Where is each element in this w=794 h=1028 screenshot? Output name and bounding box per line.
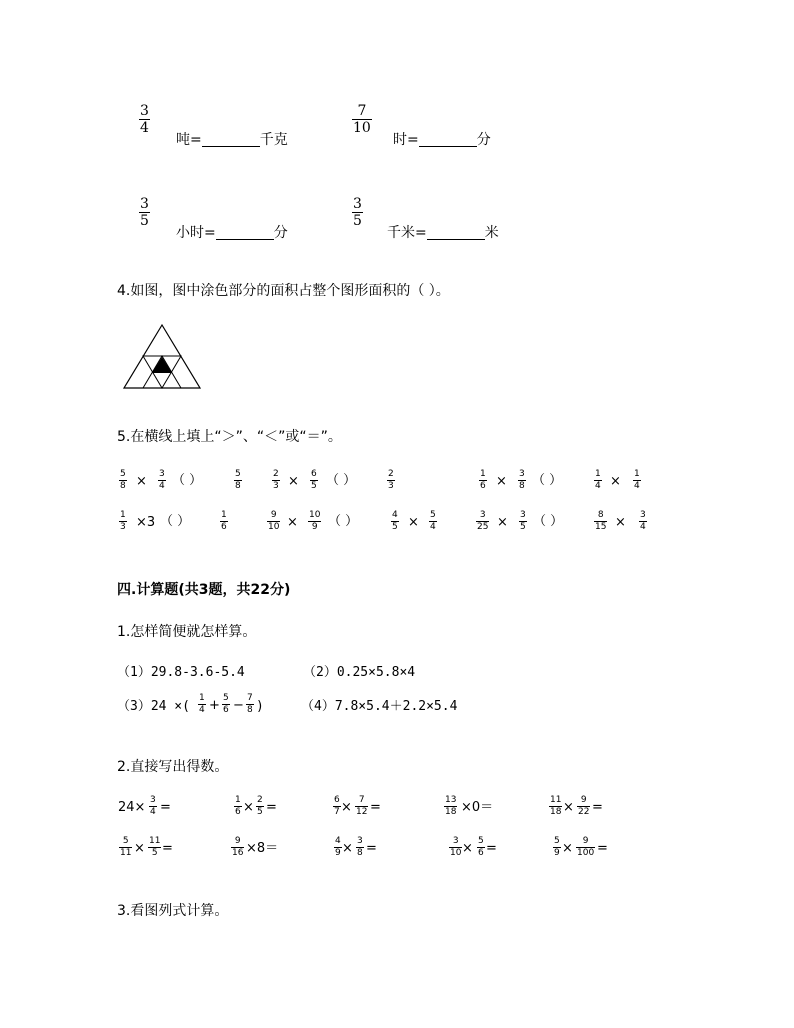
fraction <box>594 470 602 491</box>
minus-sign: − <box>233 698 244 713</box>
numerator: 3 <box>640 510 646 520</box>
times-sign: × <box>497 515 508 530</box>
denominator: 18 <box>550 807 562 817</box>
denominator: 4 <box>595 481 601 491</box>
times-sign: × <box>136 474 147 489</box>
fraction <box>444 796 457 817</box>
fraction <box>222 694 230 715</box>
numerator: 3 <box>353 196 362 212</box>
conversion-unit: 分 <box>476 132 491 148</box>
fraction <box>119 470 127 491</box>
numerator: 1 <box>235 795 241 805</box>
numerator: 1 <box>634 469 640 479</box>
numerator: 7 <box>358 795 365 805</box>
numerator: 3 <box>159 469 165 479</box>
denominator: 8 <box>120 481 126 491</box>
denominator: 9 <box>554 848 560 858</box>
numerator: 3 <box>452 836 459 846</box>
numerator: 1 <box>595 469 601 479</box>
fraction <box>139 197 150 228</box>
denominator: 4 <box>150 807 156 817</box>
denominator: 9 <box>335 848 341 858</box>
numerator: 1 <box>120 510 126 520</box>
fraction <box>594 511 607 532</box>
fraction <box>553 837 561 858</box>
numerator: 13 <box>445 795 457 805</box>
calc-1-text: 1.怎样简便就怎样算。 <box>117 624 257 640</box>
times-sign: × <box>496 474 507 489</box>
denominator: 100 <box>577 848 595 858</box>
conversion-label: 千米= <box>387 225 427 241</box>
fraction <box>149 796 157 817</box>
numerator: 3 <box>150 795 156 805</box>
numerator: 5 <box>120 469 126 479</box>
denominator: 4 <box>140 120 149 136</box>
equals-sign: = <box>162 841 173 856</box>
fraction <box>356 837 364 858</box>
denominator: 5 <box>353 213 362 229</box>
fraction <box>549 796 562 817</box>
numerator: 2 <box>257 795 263 805</box>
numerator: 1 <box>199 693 205 703</box>
numerator: 4 <box>392 510 398 520</box>
fraction <box>198 694 206 715</box>
numerator: 3 <box>140 103 149 119</box>
denominator: 5 <box>392 522 398 532</box>
fraction <box>477 837 485 858</box>
equals-sign: = <box>266 800 277 815</box>
denominator: 18 <box>445 807 457 817</box>
question-5-text: 5.在横线上填上“＞”、“＜”或“＝”。 <box>117 429 342 445</box>
fraction <box>234 470 242 491</box>
numerator: 6 <box>311 469 317 479</box>
close-paren: ) <box>256 699 264 714</box>
expr-suffix: ×0＝ <box>461 800 494 815</box>
numerator: 9 <box>582 836 589 846</box>
fraction <box>234 796 242 817</box>
equals-sign: = <box>366 841 377 856</box>
times-sign: × <box>408 515 419 530</box>
fraction <box>158 470 166 491</box>
denominator: 16 <box>232 848 244 858</box>
denominator: 6 <box>478 848 484 858</box>
conversion-unit: 米 <box>484 225 499 241</box>
denominator: 4 <box>640 522 646 532</box>
numerator: 11 <box>550 795 562 805</box>
numerator: 9 <box>234 836 241 846</box>
numerator: 2 <box>273 469 279 479</box>
numerator: 5 <box>478 836 484 846</box>
numerator: 10 <box>309 510 321 520</box>
denominator: 3 <box>273 481 279 491</box>
denominator: 4 <box>159 481 165 491</box>
times-sign: × <box>134 841 145 856</box>
fraction <box>479 470 487 491</box>
fraction <box>352 197 363 228</box>
calc-1-part-2: （2）0.25×5.8×4 <box>303 665 416 680</box>
calc-2-text: 2.直接写出得数。 <box>117 759 229 775</box>
answer-paren[interactable]: （ ） <box>160 514 191 529</box>
answer-blank[interactable] <box>427 226 485 240</box>
numerator: 7 <box>357 103 367 119</box>
times-sign: × <box>342 841 353 856</box>
calc-1-part-1: （1）29.8-3.6-5.4 <box>117 665 245 680</box>
numerator: 9 <box>270 510 277 520</box>
answer-blank[interactable] <box>419 133 477 147</box>
times-sign: × <box>287 515 298 530</box>
answer-paren[interactable]: （ ） <box>533 514 564 529</box>
fraction <box>352 104 372 135</box>
fraction <box>333 796 341 817</box>
denominator: 5 <box>140 213 149 229</box>
times-three: ×3 <box>136 515 156 530</box>
denominator: 8 <box>357 848 363 858</box>
numerator: 5 <box>235 469 241 479</box>
numerator: 1 <box>221 510 227 520</box>
denominator: 10 <box>353 120 371 136</box>
times-sign: × <box>610 474 621 489</box>
denominator: 15 <box>595 522 607 532</box>
times-sign: × <box>563 800 574 815</box>
expr-prefix: 24× <box>118 800 146 815</box>
equals-sign: = <box>592 800 603 815</box>
answer-paren[interactable]: （ ） <box>172 473 203 488</box>
numerator: 5 <box>430 510 436 520</box>
conversion-unit: 分 <box>273 225 288 241</box>
fraction <box>220 511 228 532</box>
times-sign: × <box>562 841 573 856</box>
numerator: 4 <box>335 836 341 846</box>
fraction <box>387 470 395 491</box>
conversion-label: 小时= <box>176 225 216 241</box>
fraction <box>449 837 462 858</box>
numerator: 5 <box>122 836 129 846</box>
fraction <box>308 511 321 532</box>
fraction <box>577 796 590 817</box>
fraction <box>256 796 264 817</box>
conversion-question <box>393 133 491 147</box>
numerator: 3 <box>357 836 363 846</box>
denominator: 10 <box>268 522 280 532</box>
denominator: 6 <box>223 705 229 715</box>
numerator: 11 <box>149 836 161 846</box>
section-title: 四.计算题(共3题，共22分) <box>117 582 291 598</box>
equals-sign: = <box>160 800 171 815</box>
denominator: 22 <box>578 807 590 817</box>
fraction <box>576 837 595 858</box>
numerator: 3 <box>140 196 149 212</box>
fraction <box>519 511 527 532</box>
denominator: 25 <box>477 522 489 532</box>
calc-3-text: 3.看图列式计算。 <box>117 903 229 919</box>
denominator: 5 <box>151 848 158 858</box>
fraction <box>518 470 526 491</box>
numerator: 2 <box>388 469 394 479</box>
calc-1-part-4: （4）7.8×5.4＋2.2×5.4 <box>301 699 458 714</box>
numerator: 3 <box>479 510 486 520</box>
conversion-question <box>176 226 288 240</box>
fraction <box>119 511 127 532</box>
conversion-question <box>387 226 499 240</box>
times-sign: × <box>462 841 473 856</box>
fraction <box>391 511 399 532</box>
numerator: 5 <box>554 836 560 846</box>
expr-suffix: ×8＝ <box>246 841 279 856</box>
answer-blank[interactable] <box>202 133 260 147</box>
fraction <box>633 470 641 491</box>
answer-paren[interactable]: （ ） <box>326 473 357 488</box>
numerator: 1 <box>480 469 486 479</box>
question-4-text: 4.如图，图中涂色部分的面积占整个图形面积的（ ）。 <box>117 283 450 299</box>
fraction <box>272 470 280 491</box>
denominator: 10 <box>450 848 462 858</box>
equals-sign: = <box>370 800 381 815</box>
conversion-question <box>176 133 288 147</box>
conversion-unit: 千克 <box>259 132 288 148</box>
answer-paren[interactable]: （ ） <box>328 514 359 529</box>
answer-paren[interactable]: （ ） <box>532 473 563 488</box>
denominator: 4 <box>199 705 205 715</box>
plus-sign: + <box>209 698 220 713</box>
times-sign: × <box>341 800 352 815</box>
denominator: 3 <box>120 522 126 532</box>
fraction <box>148 837 161 858</box>
denominator: 11 <box>120 848 132 858</box>
conversion-label: 吨= <box>176 132 202 148</box>
denominator: 8 <box>235 481 241 491</box>
times-sign: × <box>288 474 299 489</box>
denominator: 7 <box>334 807 340 817</box>
numerator: 6 <box>334 795 340 805</box>
fraction <box>119 837 132 858</box>
equals-sign: = <box>597 841 608 856</box>
triangle-figure <box>120 322 204 390</box>
fraction <box>310 470 318 491</box>
numerator: 3 <box>520 510 526 520</box>
fraction <box>639 511 647 532</box>
denominator: 5 <box>257 807 263 817</box>
denominator: 6 <box>235 807 241 817</box>
denominator: 8 <box>247 705 253 715</box>
denominator: 4 <box>634 481 640 491</box>
conversion-label: 时= <box>393 132 419 148</box>
denominator: 8 <box>519 481 525 491</box>
fraction <box>246 694 254 715</box>
times-sign: × <box>243 800 254 815</box>
denominator: 4 <box>430 522 436 532</box>
denominator: 6 <box>480 481 486 491</box>
denominator: 5 <box>311 481 317 491</box>
fraction <box>429 511 437 532</box>
fraction <box>267 511 280 532</box>
times-sign: × <box>615 515 626 530</box>
fraction <box>476 511 489 532</box>
fraction <box>334 837 342 858</box>
denominator: 3 <box>388 481 394 491</box>
numerator: 5 <box>223 693 229 703</box>
numerator: 3 <box>519 469 525 479</box>
denominator: 6 <box>221 522 227 532</box>
fraction <box>355 796 368 817</box>
numerator: 9 <box>580 795 587 805</box>
equals-sign: = <box>486 841 497 856</box>
answer-blank[interactable] <box>216 226 274 240</box>
denominator: 12 <box>356 807 368 817</box>
calc-1-part-3-prefix: （3）24 ×( <box>117 699 190 714</box>
fraction <box>139 104 150 135</box>
denominator: 5 <box>520 522 526 532</box>
numerator: 7 <box>247 693 253 703</box>
fraction <box>231 837 244 858</box>
denominator: 9 <box>311 522 318 532</box>
numerator: 8 <box>597 510 604 520</box>
